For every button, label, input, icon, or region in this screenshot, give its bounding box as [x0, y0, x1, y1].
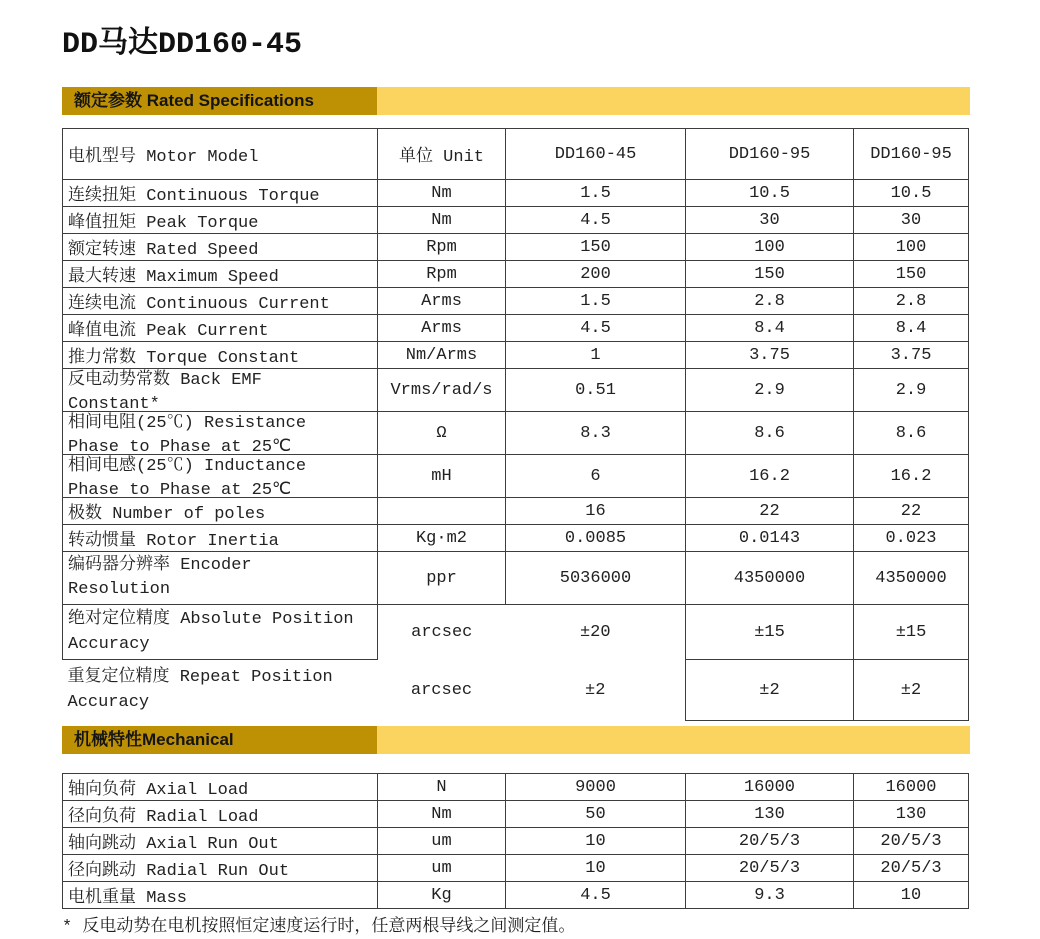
- spec-value: 150: [854, 261, 969, 288]
- spec-value: 8.6: [686, 412, 854, 455]
- spec-unit: Vrms/rad/s: [378, 369, 506, 412]
- spec-label: [63, 412, 378, 455]
- spec-value: 5036000: [506, 552, 686, 605]
- spec-value: 16000: [686, 774, 854, 801]
- spec-value: 4.5: [506, 207, 686, 234]
- spec-value: 22: [854, 498, 969, 525]
- spec-value: 50: [506, 801, 686, 828]
- spec-label: [63, 455, 378, 498]
- spec-unit: Nm: [378, 801, 506, 828]
- spec-value: 20/5/3: [854, 828, 969, 855]
- spec-value: 10.5: [686, 180, 854, 207]
- spec-value: 3.75: [686, 342, 854, 369]
- table-row-rotor-inertia: [63, 525, 969, 552]
- spec-unit: Nm: [378, 180, 506, 207]
- spec-value: 1.5: [506, 288, 686, 315]
- spec-label: 转动惯量 Rotor Inertia: [63, 525, 378, 552]
- spec-value: 0.0085: [506, 525, 686, 552]
- section-banner-mechanical-label: 机械特性Mechanical: [62, 726, 377, 754]
- section-banner-mechanical-fill: [377, 726, 970, 754]
- spec-unit: Ω: [378, 412, 506, 455]
- table-row-number-of-poles: [63, 498, 969, 525]
- spec-value: ±2: [585, 680, 606, 700]
- spec-value: 0.0143: [686, 525, 854, 552]
- spec-value: 8.4: [686, 315, 854, 342]
- spec-value: 20/5/3: [686, 828, 854, 855]
- spec-unit: Arms: [378, 288, 506, 315]
- spec-label-line1: 重复定位精度 Repeat Position: [67, 668, 333, 688]
- spec-value: ±15: [686, 605, 854, 660]
- spec-value: ±2: [854, 660, 969, 721]
- spec-unit: [378, 498, 506, 525]
- table-row-continuous-torque: [63, 180, 969, 207]
- table-row-torque-constant: [63, 342, 969, 369]
- spec-label-line1: 编码器分辨率 Encoder: [68, 556, 252, 575]
- table-row-encoder-resolution: [63, 552, 969, 605]
- spec-label-line2: Accuracy: [67, 693, 150, 713]
- spec-value: 3.75: [854, 342, 969, 369]
- spec-value: ±2: [686, 660, 854, 721]
- spec-value: 130: [686, 801, 854, 828]
- section-banner-rated-label: 额定参数 Rated Specifications: [62, 87, 377, 115]
- spec-unit: Nm: [378, 207, 506, 234]
- spec-unit: um: [378, 828, 506, 855]
- spec-label: 径向负荷 Radial Load: [63, 801, 378, 828]
- footnote: * 反电动势在电机按照恒定速度运行时，任意两根导线之间测定值。: [62, 918, 576, 937]
- spec-unit: Nm/Arms: [378, 342, 506, 369]
- spec-value: 2.9: [854, 369, 969, 412]
- spec-value: 10: [854, 882, 969, 909]
- spec-value: 8.3: [506, 412, 686, 455]
- spec-value: 4.5: [506, 882, 686, 909]
- table-row-absolute-position-accuracy: [63, 605, 969, 660]
- mechanical-table: [62, 773, 969, 909]
- table-header-row: [63, 129, 969, 180]
- spec-value: ±20: [506, 605, 686, 660]
- spec-label: 连续扭矩 Continuous Torque: [63, 180, 378, 207]
- table-row-maximum-speed: [63, 261, 969, 288]
- table-row-continuous-current: [63, 288, 969, 315]
- spec-label: 最大转速 Maximum Speed: [63, 261, 378, 288]
- spec-label: 轴向跳动 Axial Run Out: [63, 828, 378, 855]
- spec-unit: Rpm: [378, 234, 506, 261]
- spec-label: 峰值电流 Peak Current: [63, 315, 378, 342]
- table-row-mass: [63, 882, 969, 909]
- spec-label-line1: 反电动势常数 Back EMF: [68, 371, 262, 390]
- spec-label: 轴向负荷 Axial Load: [63, 774, 378, 801]
- spec-value: 4350000: [686, 552, 854, 605]
- spec-label: 极数 Number of poles: [63, 498, 378, 525]
- spec-label: [63, 369, 378, 412]
- spec-value: 150: [506, 234, 686, 261]
- spec-label-line1: 相间电感(25℃) Inductance: [68, 457, 307, 476]
- col-header-motor-model: 电机型号 Motor Model: [63, 129, 378, 180]
- spec-label: 推力常数 Torque Constant: [63, 342, 378, 369]
- table-row-radial-load: [63, 801, 969, 828]
- spec-value: 8.6: [854, 412, 969, 455]
- section-banner-mechanical: [62, 726, 970, 754]
- spec-value: 1: [506, 342, 686, 369]
- spec-label: [63, 605, 378, 660]
- spec-unit: Arms: [378, 315, 506, 342]
- spec-unit: N: [378, 774, 506, 801]
- spec-value: 2.8: [854, 288, 969, 315]
- spec-unit: ppr: [378, 552, 506, 605]
- spec-value: 10.5: [854, 180, 969, 207]
- spec-value: 9.3: [686, 882, 854, 909]
- spec-unit: Kg: [378, 882, 506, 909]
- section-banner-rated-fill: [377, 87, 970, 115]
- spec-value: 1.5: [506, 180, 686, 207]
- spec-unit: um: [378, 855, 506, 882]
- col-header-dd160-95-a: DD160-95: [686, 129, 854, 180]
- spec-sheet-page: [62, 0, 970, 939]
- spec-value: 22: [686, 498, 854, 525]
- spec-value: 4350000: [854, 552, 969, 605]
- table-row-back-emf-constant: [63, 369, 969, 412]
- spec-value: 4.5: [506, 315, 686, 342]
- spec-value: ±15: [854, 605, 969, 660]
- spec-value: 100: [854, 234, 969, 261]
- spec-label-line1: 绝对定位精度 Absolute Position: [68, 610, 354, 629]
- spec-value: 16.2: [854, 455, 969, 498]
- spec-value: 9000: [506, 774, 686, 801]
- spec-label: 径向跳动 Radial Run Out: [63, 855, 378, 882]
- spec-value: 100: [686, 234, 854, 261]
- spec-unit: mH: [378, 455, 506, 498]
- spec-value: 130: [854, 801, 969, 828]
- spec-unit: arcsec: [410, 680, 473, 700]
- spec-unit: arcsec: [378, 605, 506, 660]
- col-header-dd160-95-b: DD160-95: [854, 129, 969, 180]
- spec-unit: Kg·m2: [378, 525, 506, 552]
- spec-value: 8.4: [854, 315, 969, 342]
- spec-value: 6: [506, 455, 686, 498]
- spec-value: 16.2: [686, 455, 854, 498]
- table-row-phase-inductance: [63, 455, 969, 498]
- spec-value: 2.8: [686, 288, 854, 315]
- spec-label-line2: Resolution: [68, 580, 171, 599]
- page-title: DD马达DD160-45: [62, 28, 303, 62]
- col-header-dd160-45: DD160-45: [506, 129, 686, 180]
- spec-label: [63, 552, 378, 605]
- spec-label: 峰值扭矩 Peak Torque: [63, 207, 378, 234]
- spec-label-line2: Phase to Phase at 25℃: [68, 438, 292, 452]
- spec-value: 20/5/3: [686, 855, 854, 882]
- spec-label: 电机重量 Mass: [63, 882, 378, 909]
- spec-value: 20/5/3: [854, 855, 969, 882]
- spec-value: 2.9: [686, 369, 854, 412]
- table-row-peak-current: [63, 315, 969, 342]
- col-header-unit: 单位 Unit: [378, 129, 506, 180]
- spec-value: 30: [854, 207, 969, 234]
- spec-label-line2: Phase to Phase at 25℃: [68, 481, 292, 495]
- spec-unit: Rpm: [378, 261, 506, 288]
- spec-label-line1: 相间电阻(25℃) Resistance: [68, 414, 307, 433]
- rated-specs-table: [62, 128, 969, 721]
- spec-value: 16: [506, 498, 686, 525]
- spec-label: 连续电流 Continuous Current: [63, 288, 378, 315]
- table-row-radial-run-out: [63, 855, 969, 882]
- table-row-phase-resistance: [63, 412, 969, 455]
- section-banner-rated: [62, 87, 970, 115]
- spec-label: [63, 660, 378, 721]
- spec-value: 150: [686, 261, 854, 288]
- table-row-rated-speed: [63, 234, 969, 261]
- spec-value: 10: [506, 828, 686, 855]
- spec-value: 0.023: [854, 525, 969, 552]
- spec-label: 额定转速 Rated Speed: [63, 234, 378, 261]
- table-row-axial-run-out: [63, 828, 969, 855]
- table-row-axial-load: [63, 774, 969, 801]
- spec-label-line2: Accuracy: [68, 635, 150, 654]
- spec-value: 30: [686, 207, 854, 234]
- spec-value: 10: [506, 855, 686, 882]
- table-row-repeat-position-accuracy: [63, 660, 969, 721]
- spec-value: 16000: [854, 774, 969, 801]
- spec-value: 200: [506, 261, 686, 288]
- spec-value: 0.51: [506, 369, 686, 412]
- table-row-peak-torque: [63, 207, 969, 234]
- spec-label-line2: Constant*: [68, 395, 160, 409]
